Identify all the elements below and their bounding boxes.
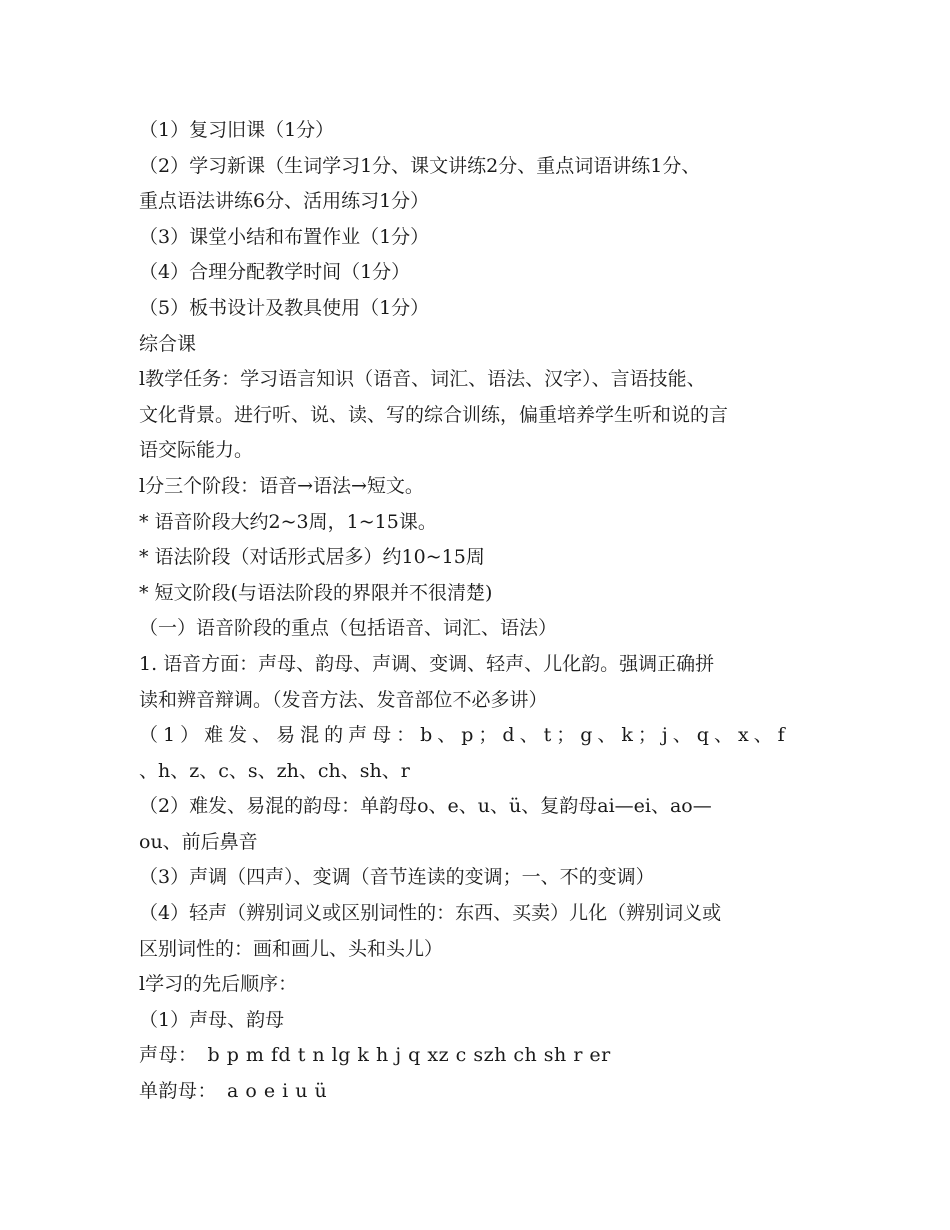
text-line-20: （2）难发、易混的韵母：单韵母o、e、u、ü、复韵母ai—ei、ao— <box>139 795 712 818</box>
text-line-12: * 语音阶段大约2~3周，1~15课。 <box>139 510 437 533</box>
text-line-1: （1）复习旧课（1分） <box>139 119 335 141</box>
text-line-13: * 语法阶段（对话形式居多）约10~15周 <box>139 546 485 569</box>
text-line-18: （1）难发、易混的声母：b、p；d、t；g、k；j、q、x、f <box>139 724 790 747</box>
text-line-23: （4）轻声（辨别词义或区别词性的：东西、买卖）儿化（辨别词义或 <box>139 902 722 925</box>
text-line-28: 单韵母： a o e i u ü <box>139 1080 328 1103</box>
text-line-8: l教学任务：学习语言知识（语音、词汇、语法、汉字）、言语技能、 <box>139 368 706 391</box>
text-line-22: （3）声调（四声）、变调（音节连读的变调；一、不的变调） <box>139 866 655 889</box>
text-line-26: （1）声母、韵母 <box>139 1008 285 1031</box>
text-line-25: l学习的先后顺序： <box>139 973 298 996</box>
text-line-21: ou、前后鼻音 <box>139 830 258 853</box>
section-heading-comprehensive-class: 综合课 <box>139 332 197 355</box>
text-line-11: l分三个阶段：语音→语法→短文。 <box>139 474 424 497</box>
text-line-2: （2）学习新课（生词学习1分、课文讲练2分、重点词语讲练1分、 <box>139 154 701 177</box>
text-line-4: （3）课堂小结和布置作业（1分） <box>139 225 430 248</box>
text-line-19: 、h、z、c、s、zh、ch、sh、r <box>139 759 410 782</box>
text-line-27: 声母： b p m fd t n lg k h j q xz c szh ch sh r er <box>139 1044 611 1067</box>
text-line-17: 读和辨音辩调。（发音方法、发音部位不必多讲） <box>139 688 548 711</box>
text-line-6: （5）板书设计及教具使用（1分） <box>139 296 430 319</box>
text-line-14: * 短文阶段(与语法阶段的界限并不很清楚) <box>139 581 493 604</box>
text-line-16: 1. 语音方面：声母、韵母、声调、变调、轻声、儿化韵。强调正确拼 <box>139 652 715 675</box>
text-line-15: （一）语音阶段的重点（包括语音、词汇、语法） <box>139 617 558 640</box>
document-page <box>139 113 819 1110</box>
text-line-3: 重点语法讲练6分、活用练习1分） <box>139 190 430 213</box>
text-line-9: 文化背景。进行听、说、读、写的综合训练，偏重培养学生听和说的言 <box>139 403 729 426</box>
text-line-10: 语交际能力。 <box>139 439 254 462</box>
text-line-5: （4）合理分配教学时间（1分） <box>139 261 411 284</box>
text-line-24: 区别词性的：画和画儿、头和头儿） <box>139 937 444 960</box>
